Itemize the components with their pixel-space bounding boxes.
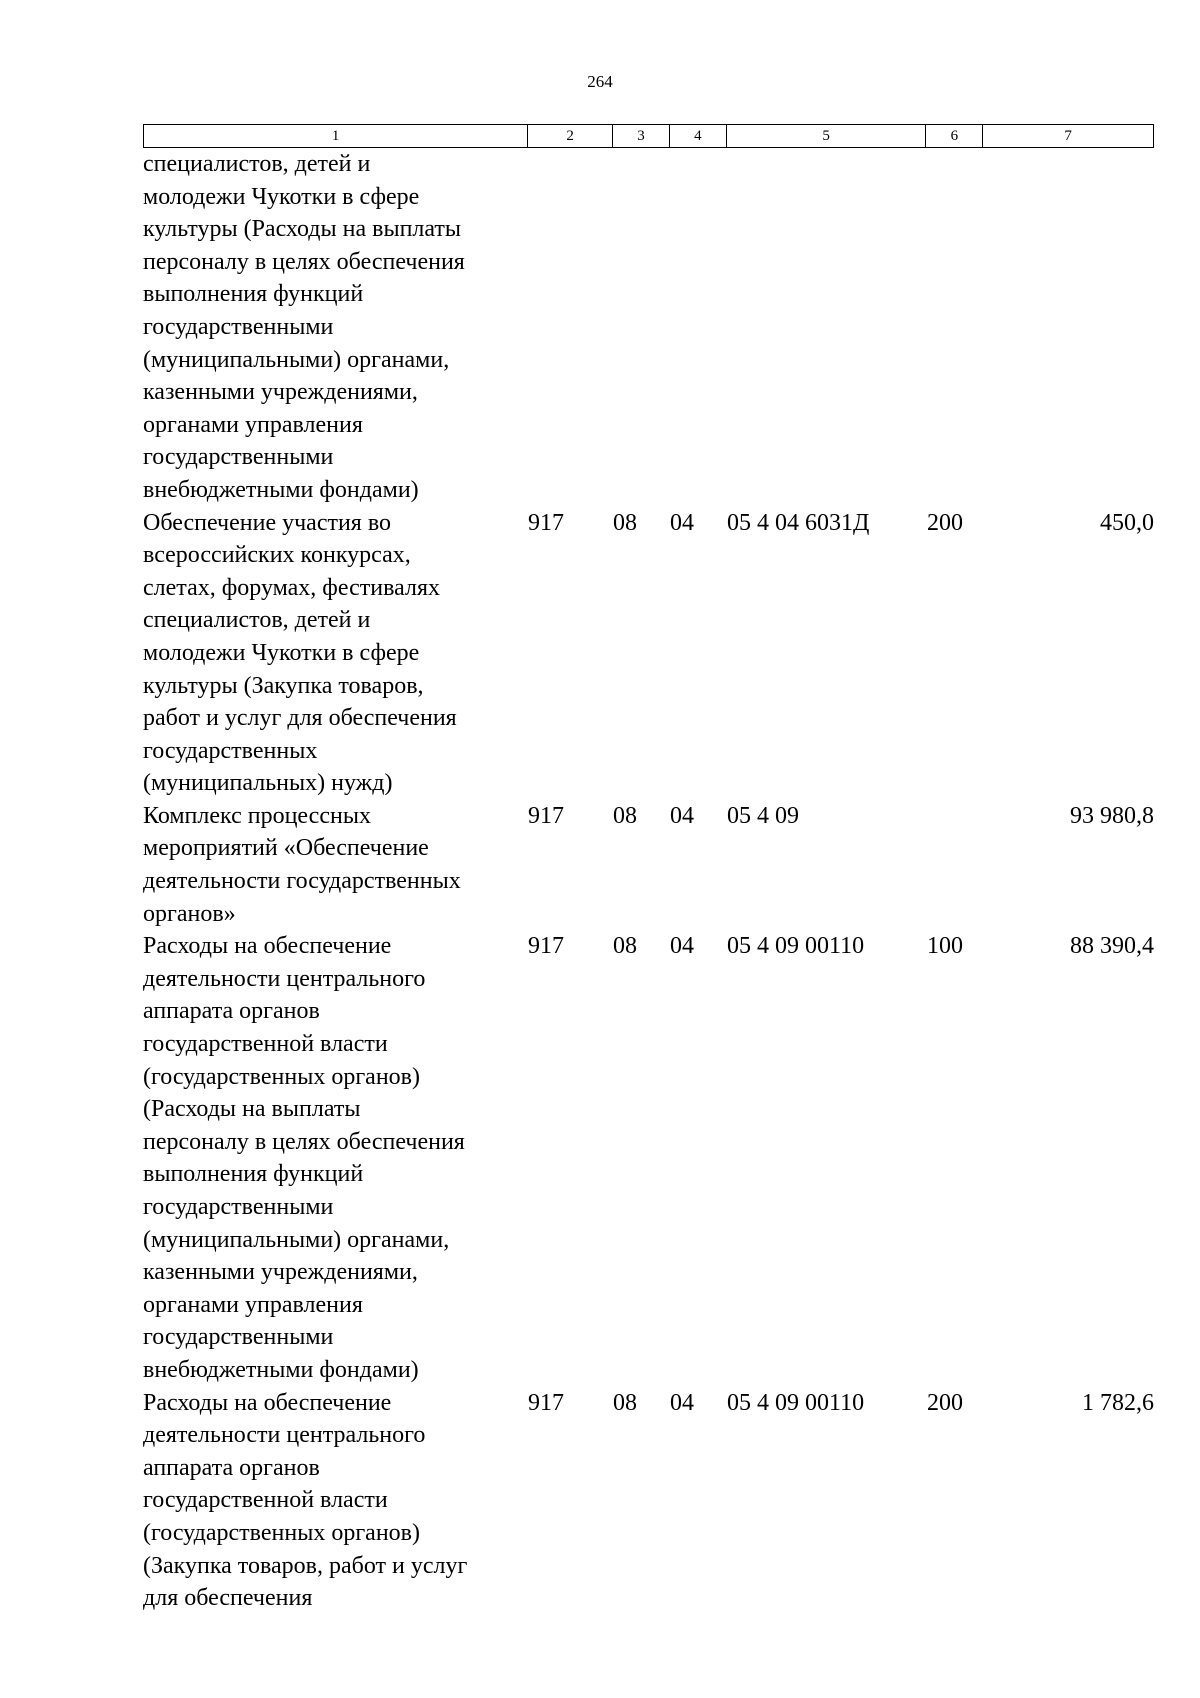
row-amount: 1 782,6 [1082, 1389, 1154, 1416]
row-description [143, 800, 528, 930]
row-expense-type: 100 [927, 933, 963, 960]
row-ministry-code [528, 148, 613, 507]
description-line: государственными [143, 444, 334, 471]
description-line: молодежи Чукотки в сфере [143, 639, 420, 666]
row-description [143, 148, 528, 507]
row-subsection-code [670, 148, 727, 507]
row-ministry-code: 917 [528, 509, 564, 536]
row-amount: 88 390,4 [1070, 933, 1154, 960]
description-line: Комплекс процессных [143, 802, 371, 829]
description-line: органами управления [143, 411, 363, 438]
row-expense-type [927, 148, 984, 507]
row-target-article: 05 4 09 [727, 802, 799, 829]
description-line: органов» [143, 900, 236, 927]
description-line: Расходы на обеспечение [143, 933, 392, 960]
header-col-7: 7 [1064, 128, 1072, 144]
description-line: государственными [143, 1194, 334, 1220]
header-col-4: 4 [670, 125, 727, 147]
header-col-1: 1 [144, 125, 528, 147]
table-row [143, 507, 1154, 800]
description-line: специалистов, детей и [143, 151, 371, 177]
description-line: (муниципальных) нужд) [143, 770, 393, 797]
row-expense-type [927, 800, 984, 930]
description-line: культуры (Расходы на выплаты [143, 216, 462, 243]
description-line: персоналу в целях обеспечения [143, 248, 465, 275]
row-ministry-code: 917 [528, 933, 564, 960]
row-subsection-code: 04 [670, 933, 694, 960]
row-target-article: 05 4 04 6031Д [727, 509, 870, 536]
row-expense-type: 200 [927, 1389, 963, 1416]
row-section-code: 08 [613, 509, 637, 536]
description-line: культуры (Закупка товаров, [143, 672, 424, 699]
row-target-article: 05 4 09 00110 [727, 1389, 865, 1416]
description-line: для обеспечения [143, 1585, 313, 1612]
description-line: (Расходы на выплаты [143, 1096, 361, 1123]
description-line: государственных [143, 737, 318, 764]
description-line: государственной власти [143, 1487, 388, 1514]
description-line: казенными учреждениями, [143, 379, 418, 406]
header-col-3: 3 [613, 125, 670, 147]
description-line: (государственных органов) [143, 1519, 420, 1546]
description-line: деятельности государственных [143, 868, 461, 895]
header-col-6: 6 [926, 125, 983, 147]
row-description [143, 930, 528, 1386]
description-line: специалистов, детей и [143, 607, 371, 634]
description-line: аппарата органов [143, 1454, 320, 1481]
row-description [143, 507, 528, 800]
description-line: государственными [143, 1324, 334, 1351]
row-subsection-code: 04 [670, 509, 694, 536]
description-line: (муниципальными) органами, [143, 1226, 450, 1253]
budget-table-body [143, 148, 1154, 1615]
description-line: персоналу в целях обеспечения [143, 1128, 465, 1155]
description-line: государственными [143, 313, 334, 340]
description-line: деятельности центрального [143, 965, 426, 992]
row-section-code: 08 [613, 933, 637, 960]
table-row [143, 148, 1154, 507]
description-line: деятельности центрального [143, 1422, 426, 1449]
description-line: (муниципальными) органами, [143, 346, 450, 373]
table-row [143, 930, 1154, 1386]
description-line: мероприятий «Обеспечение [143, 835, 429, 862]
row-ministry-code: 917 [528, 802, 564, 829]
row-section-code: 08 [613, 1389, 637, 1416]
row-ministry-code: 917 [528, 1389, 564, 1416]
row-subsection-code: 04 [670, 802, 694, 829]
description-line: внебюджетными фондами) [143, 476, 419, 503]
row-expense-type: 200 [927, 509, 963, 536]
row-amount: 450,0 [1100, 509, 1154, 536]
row-target-article [727, 148, 927, 507]
description-line: (государственных органов) [143, 1063, 420, 1090]
description-line: аппарата органов [143, 998, 320, 1025]
description-line: государственной власти [143, 1031, 388, 1058]
description-line: (Закупка товаров, работ и услуг [143, 1552, 468, 1579]
table-header-row [143, 124, 1154, 148]
row-description [143, 1387, 528, 1615]
description-line: казенными учреждениями, [143, 1259, 418, 1286]
description-line: работ и услуг для обеспечения [143, 705, 457, 732]
description-line: выполнения функций [143, 1161, 364, 1188]
row-section-code: 08 [613, 802, 637, 829]
description-line: молодежи Чукотки в сфере [143, 183, 420, 210]
description-line: внебюджетными фондами) [143, 1356, 419, 1383]
header-col-2: 2 [528, 125, 613, 147]
description-line: Расходы на обеспечение [143, 1389, 392, 1416]
description-line: выполнения функций [143, 281, 364, 308]
row-amount [984, 148, 1154, 507]
table-row [143, 800, 1154, 930]
description-line: слетах, форумах, фестивалях [143, 574, 440, 601]
page-number: 264 [587, 72, 613, 91]
description-line: всероссийских конкурсах, [143, 542, 411, 569]
description-line: органами управления [143, 1291, 363, 1318]
row-amount: 93 980,8 [1070, 802, 1154, 829]
header-col-5: 5 [727, 125, 927, 147]
description-line: Обеспечение участия во [143, 509, 392, 536]
table-row [143, 1387, 1154, 1615]
row-section-code [613, 148, 670, 507]
row-subsection-code: 04 [670, 1389, 694, 1416]
row-target-article: 05 4 09 00110 [727, 933, 865, 960]
